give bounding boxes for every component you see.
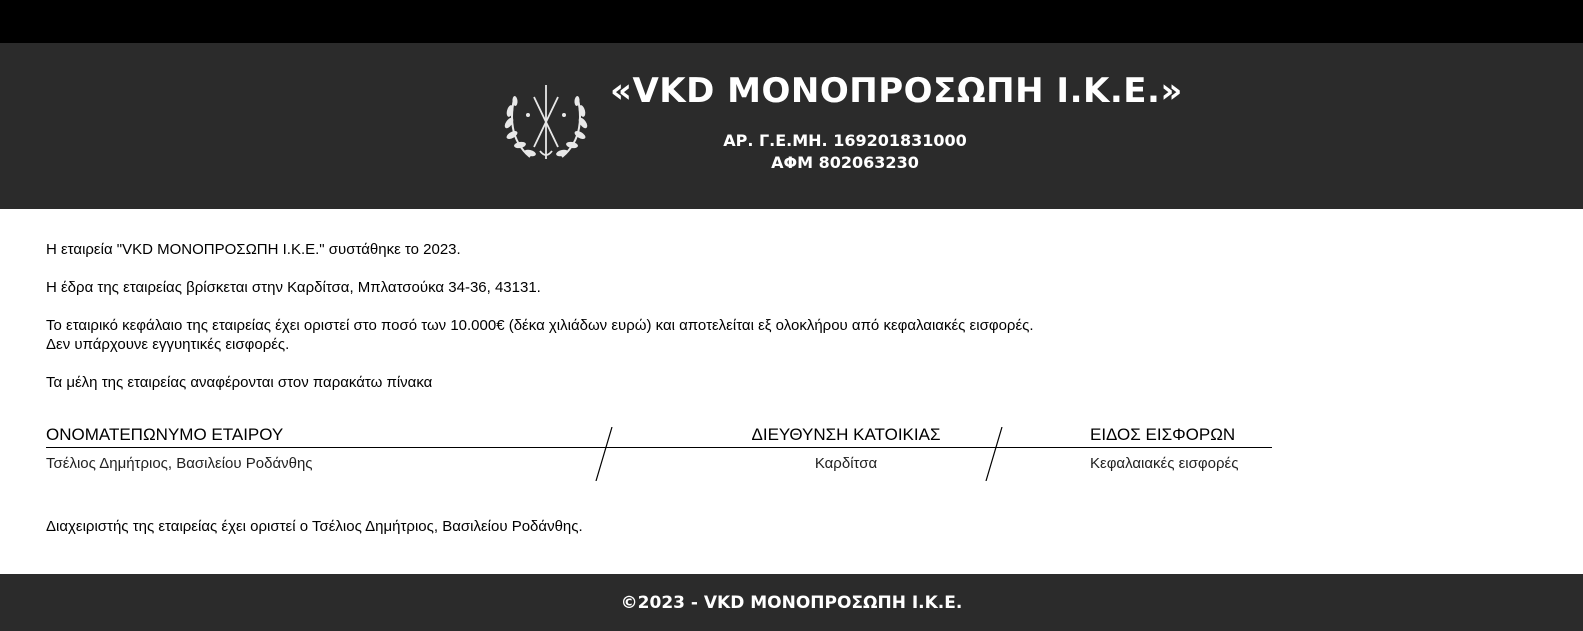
column-separator — [594, 427, 614, 481]
member-name-cell: Τσέλιος Δημήτριος, Βασιλείου Ροδάνθης — [46, 455, 313, 472]
column-separator — [984, 427, 1004, 481]
page-header — [0, 43, 1583, 209]
member-address-cell: Καρδίτσα — [814, 455, 878, 472]
guarantee-text: Δεν υπάρχουνε εγγυητικές εισφορές. — [46, 336, 290, 353]
header-member-name: ΟΝΟΜΑΤΕΠΩΝΥΜΟ ΕΤΑΙΡΟΥ — [46, 425, 284, 444]
page-footer — [0, 574, 1583, 631]
header-contribution-type: ΕΙΔΟΣ ΕΙΣΦΟΡΩΝ — [1090, 425, 1236, 444]
members-table — [46, 425, 1272, 485]
members-intro-text: Τα μέλη της εταιρείας αναφέρονται στον παρακάτω πίνακα — [46, 374, 433, 391]
copyright-text: ©2023 - VKD ΜΟΝΟΠΡΟΣΩΠΗ Ι.Κ.Ε. — [620, 592, 963, 613]
seat-text: Η έδρα της εταιρείας βρίσκεται στην Καρδίτσα, Μπλατσούκα 34-36, 43131. — [46, 279, 541, 296]
member-contribution-cell: Κεφαλαιακές εισφορές — [1090, 455, 1239, 472]
founded-text: Η εταιρεία "VKD ΜΟΝΟΠΡΟΣΩΠΗ Ι.Κ.Ε." συστάθηκε το 2023. — [46, 241, 461, 258]
manager-text: Διαχειριστής της εταιρείας έχει οριστεί ο Τσέλιος Δημήτριος, Βασιλείου Ροδάνθης. — [46, 518, 583, 535]
afm-number: ΑΦΜ 802063230 — [771, 153, 919, 172]
capital-text: Το εταιρικό κεφάλαιο της εταιρείας έχει οριστεί στο ποσό των 10.000€ (δέκα χιλιάδων ευρώ) και αποτελείται εξ ολοκλήρου από κεφαλαιακές εισφορές. — [46, 317, 1034, 334]
laurel-wreath-icon — [500, 77, 592, 169]
header-address: ΔΙΕΥΘΥΝΣΗ ΚΑΤΟΙΚΙΑΣ — [751, 425, 941, 444]
gemi-number: ΑΡ. Γ.Ε.ΜΗ. 169201831000 — [723, 131, 967, 150]
table-divider — [46, 447, 1272, 448]
company-title: «VKD ΜΟΝΟΠΡΟΣΩΠΗ Ι.Κ.Ε.» — [610, 71, 1183, 111]
top-bar — [0, 0, 1583, 43]
